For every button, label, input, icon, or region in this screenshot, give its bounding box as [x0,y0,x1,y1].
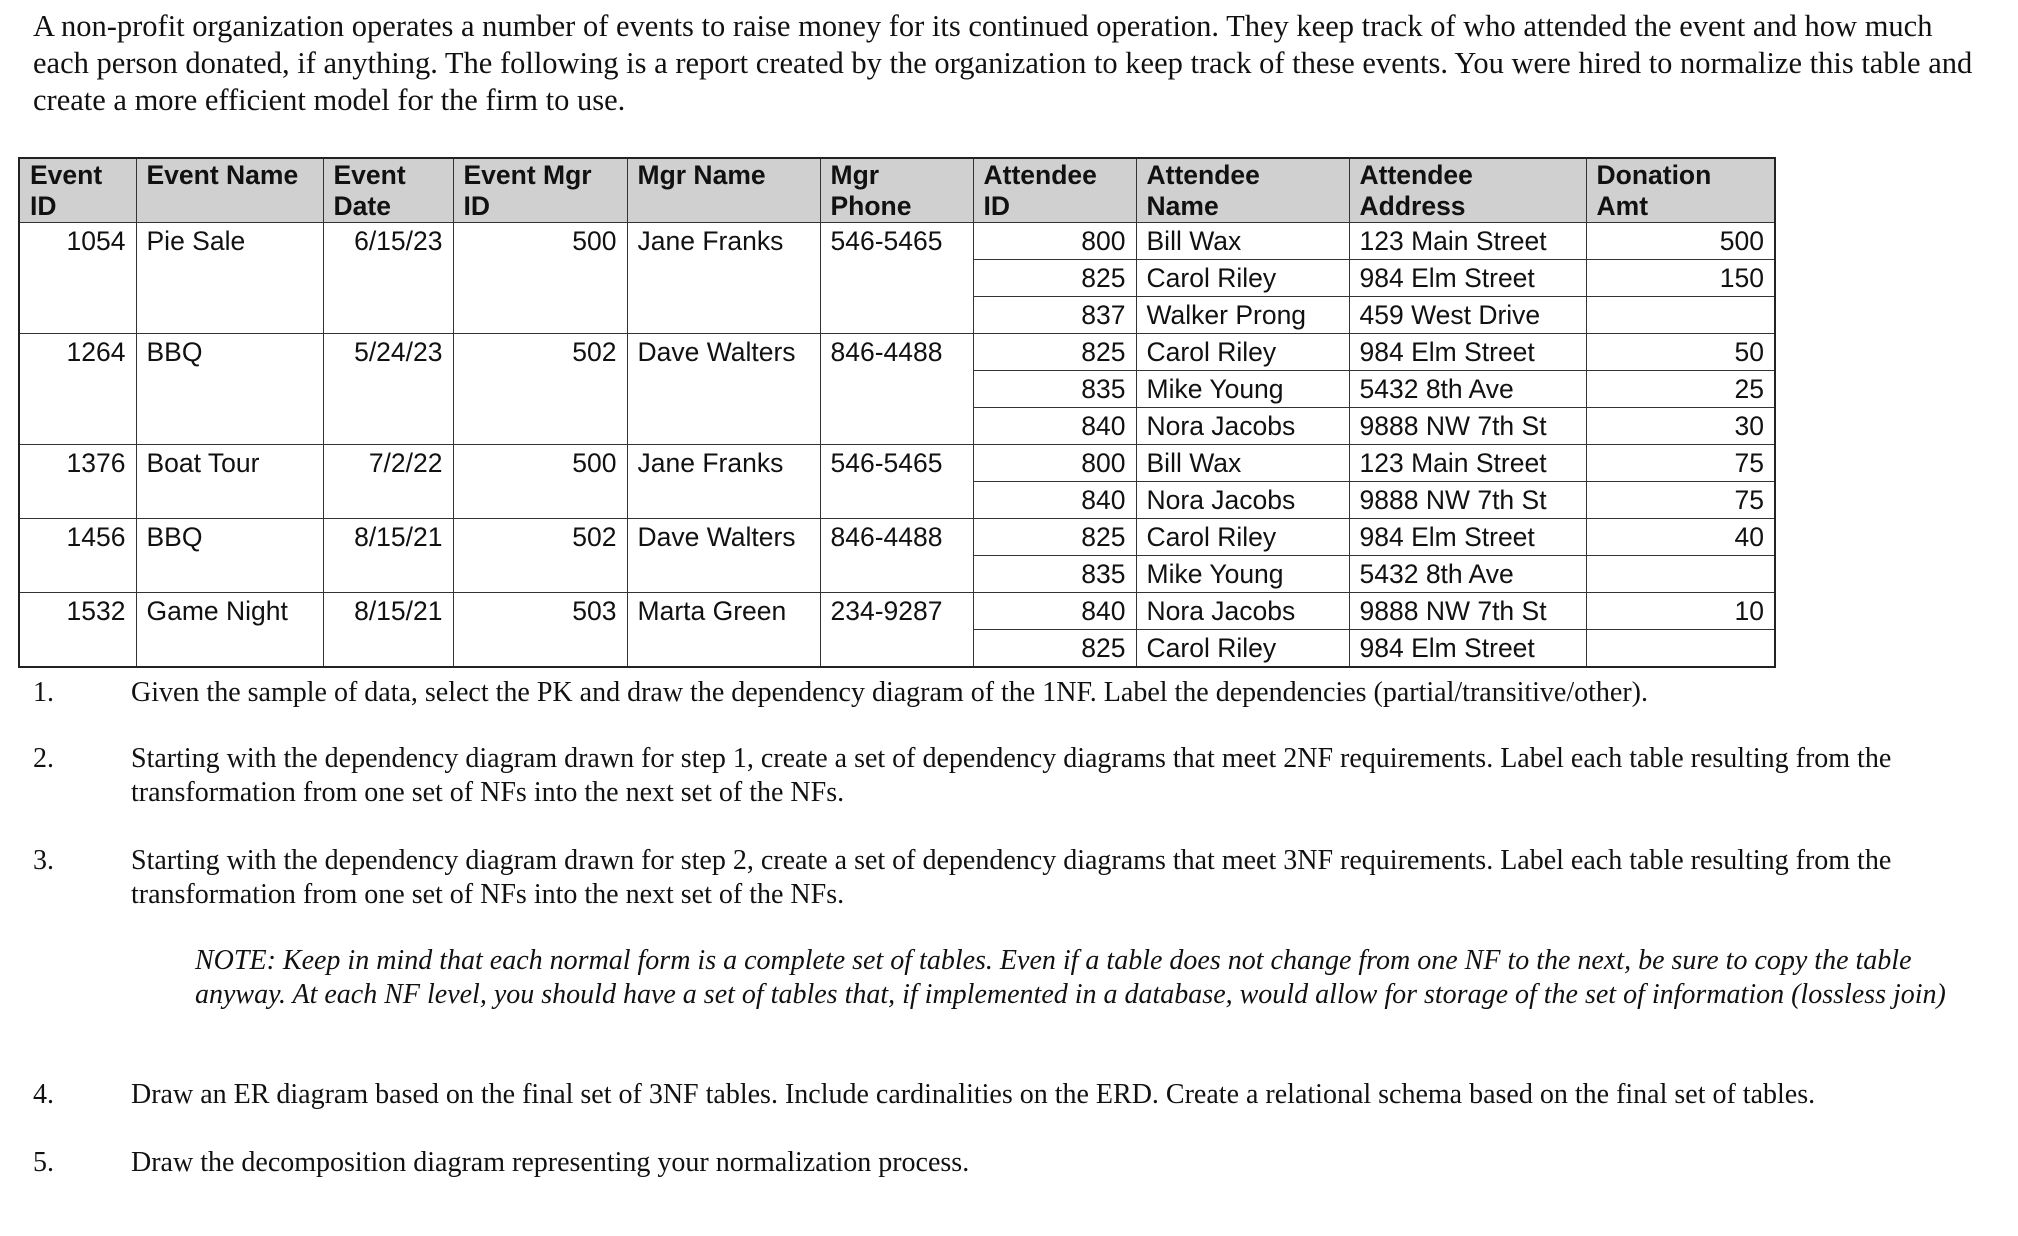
cell-attendee-name: Walker Prong [1136,297,1349,334]
cell-attendee-id: 840 [973,593,1136,630]
cell-attendee-name: Carol Riley [1136,630,1349,668]
question-number: 1. [33,677,54,708]
cell-event-date: 7/2/22 [323,445,453,519]
cell-mgr-name: Jane Franks [627,445,820,519]
cell-mgr-id: 502 [453,334,627,445]
cell-mgr-id: 503 [453,593,627,668]
column-header-line: Name [1146,191,1219,221]
column-header-mgr-phone [820,158,973,223]
cell-event-name: Game Night [136,593,323,668]
cell-attendee-amt: 75 [1586,445,1775,482]
cell-mgr-name: Jane Franks [627,223,820,334]
column-header-line: ID [983,191,1010,221]
column-header-event-name [136,158,323,223]
cell-attendee-amt [1586,556,1775,593]
column-header-line: ID [30,191,57,221]
cell-mgr-phone: 546-5465 [820,223,973,334]
cell-attendee-name: Bill Wax [1136,223,1349,260]
cell-attendee-id: 825 [973,334,1136,371]
cell-event-id: 1532 [19,593,136,668]
question-number: 2. [33,743,54,774]
cell-attendee-amt: 40 [1586,519,1775,556]
cell-attendee-name: Mike Young [1136,371,1349,408]
cell-attendee-id: 835 [973,371,1136,408]
cell-event-name: Boat Tour [136,445,323,519]
cell-attendee-address: 5432 8th Ave [1349,556,1586,593]
cell-attendee-address: 984 Elm Street [1349,630,1586,668]
question-text: Starting with the dependency diagram drawn for step 2, create a set of dependency diagrams that meet 3NF requirements. Label each table resulting from the transformation from one set of NFs into the next set of the NFs. [131,845,1892,910]
column-header-donation-amt [1586,158,1775,223]
cell-attendee-amt: 10 [1586,593,1775,630]
cell-attendee-amt [1586,297,1775,334]
cell-attendee-name: Nora Jacobs [1136,593,1349,630]
cell-event-date: 6/15/23 [323,223,453,334]
intro-paragraph: A non-profit organization operates a number of events to raise money for its continued operation. They keep track of who attended the event and how much each person donated, if anything. The following is a report created by the organization to keep track of these events. You were hired to normalize this table and create a more efficient model for the firm to use. [33,9,1973,117]
question-number: 3. [33,845,54,876]
cell-attendee-name: Nora Jacobs [1136,408,1349,445]
question-number: 4. [33,1079,54,1110]
question-text: Given the sample of data, select the PK and draw the dependency diagram of the 1NF. Label the dependencies (partial/transitive/other). [131,677,1648,708]
cell-mgr-phone: 234-9287 [820,593,973,668]
cell-mgr-phone: 546-5465 [820,445,973,519]
cell-mgr-id: 502 [453,519,627,593]
cell-attendee-amt: 30 [1586,408,1775,445]
question-text: Draw the decomposition diagram representing your normalization process. [131,1147,970,1178]
cell-event-id: 1456 [19,519,136,593]
cell-event-id: 1054 [19,223,136,334]
column-header-line: ID [463,191,490,221]
column-header-line: Date [333,191,391,221]
column-header-line: Attendee [983,160,1097,190]
table-row [19,223,1775,260]
cell-attendee-id: 825 [973,630,1136,668]
cell-attendee-address: 9888 NW 7th St [1349,482,1586,519]
cell-event-name: BBQ [136,519,323,593]
cell-event-name: BBQ [136,334,323,445]
column-header-line: Event Mgr [463,160,592,190]
cell-attendee-amt: 500 [1586,223,1775,260]
cell-attendee-name: Bill Wax [1136,445,1349,482]
cell-mgr-id: 500 [453,223,627,334]
cell-attendee-id: 837 [973,297,1136,334]
event-report-table [18,157,1776,668]
cell-attendee-address: 984 Elm Street [1349,260,1586,297]
column-header-line: Event Name [146,160,299,190]
cell-attendee-amt: 75 [1586,482,1775,519]
column-header-attendee-address [1349,158,1586,223]
column-header-line: Event [333,160,406,190]
cell-attendee-id: 835 [973,556,1136,593]
note-paragraph: NOTE: Keep in mind that each normal form is a complete set of tables. Even if a table does not change from one NF to the next, be sure to copy the table anyway. At each NF level, you should have a set of tables that, if implemented in a database, would allow for storage of the set of information (lossless join) [195,945,1946,1010]
column-header-event-date [323,158,453,223]
cell-event-date: 5/24/23 [323,334,453,445]
cell-mgr-phone: 846-4488 [820,334,973,445]
table-header-row [19,158,1775,223]
cell-attendee-name: Carol Riley [1136,334,1349,371]
cell-attendee-address: 459 West Drive [1349,297,1586,334]
cell-mgr-name: Marta Green [627,593,820,668]
column-header-line: Donation [1596,160,1712,190]
cell-attendee-id: 800 [973,445,1136,482]
column-header-line: Mgr [830,160,880,190]
cell-attendee-amt: 50 [1586,334,1775,371]
cell-attendee-address: 984 Elm Street [1349,519,1586,556]
cell-mgr-phone: 846-4488 [820,519,973,593]
column-header-event-id [19,158,136,223]
column-header-line: Attendee [1146,160,1260,190]
cell-attendee-address: 123 Main Street [1349,223,1586,260]
column-header-line: Phone [830,191,912,221]
column-header-line: Event [30,160,103,190]
cell-attendee-address: 5432 8th Ave [1349,371,1586,408]
column-header-line: Mgr Name [637,160,766,190]
table-row [19,334,1775,371]
cell-event-date: 8/15/21 [323,519,453,593]
cell-attendee-id: 825 [973,519,1136,556]
column-header-event-mgr-id [453,158,627,223]
question-text: Starting with the dependency diagram drawn for step 1, create a set of dependency diagrams that meet 2NF requirements. Label each table resulting from the transformation from one set of NFs into the next set of the NFs. [131,743,1892,808]
table-row [19,593,1775,630]
cell-attendee-address: 123 Main Street [1349,445,1586,482]
table-row [19,519,1775,556]
cell-event-id: 1264 [19,334,136,445]
column-header-mgr-name [627,158,820,223]
cell-attendee-address: 9888 NW 7th St [1349,593,1586,630]
cell-attendee-name: Carol Riley [1136,260,1349,297]
cell-attendee-amt [1586,630,1775,668]
column-header-line: Attendee [1359,160,1473,190]
cell-attendee-amt: 150 [1586,260,1775,297]
column-header-attendee-name [1136,158,1349,223]
cell-attendee-id: 800 [973,223,1136,260]
cell-attendee-amt: 25 [1586,371,1775,408]
table-body [19,223,1775,668]
column-header-attendee-id [973,158,1136,223]
cell-attendee-name: Nora Jacobs [1136,482,1349,519]
question-text: Draw an ER diagram based on the final set of 3NF tables. Include cardinalities on the ERD. Create a relational schema based on the final set of tables. [131,1079,1816,1110]
cell-mgr-id: 500 [453,445,627,519]
cell-attendee-id: 840 [973,408,1136,445]
question-number: 5. [33,1147,54,1178]
table-row [19,445,1775,482]
cell-event-name: Pie Sale [136,223,323,334]
cell-attendee-address: 9888 NW 7th St [1349,408,1586,445]
cell-event-date: 8/15/21 [323,593,453,668]
cell-attendee-address: 984 Elm Street [1349,334,1586,371]
cell-attendee-id: 825 [973,260,1136,297]
cell-attendee-name: Mike Young [1136,556,1349,593]
cell-event-id: 1376 [19,445,136,519]
cell-mgr-name: Dave Walters [627,334,820,445]
column-header-line: Address [1359,191,1466,221]
column-header-line: Amt [1596,191,1649,221]
cell-attendee-id: 840 [973,482,1136,519]
cell-attendee-name: Carol Riley [1136,519,1349,556]
cell-mgr-name: Dave Walters [627,519,820,593]
